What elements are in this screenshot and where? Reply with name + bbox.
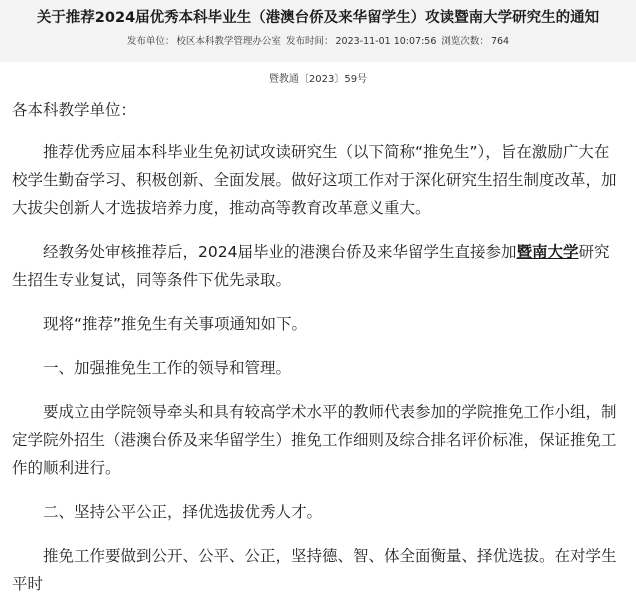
time-value: 2023-11-01 10:07:56 bbox=[335, 36, 437, 47]
paragraph-recommendation-text-before: 经教务处审核推荐后，2024届毕业的港澳台侨及来华留学生直接参加 bbox=[43, 243, 517, 261]
page-title: 关于推荐2024届优秀本科毕业生（港澳台侨及来华留学生）攻读暨南大学研究生的通知 bbox=[36, 10, 600, 26]
views-label: 浏览次数： bbox=[441, 36, 489, 47]
article-body bbox=[12, 96, 624, 614]
article-header bbox=[0, 0, 636, 62]
document-number: 暨教通〔2023〕59号 bbox=[268, 74, 368, 85]
paragraph-section-2: 推免工作要做到公开、公平、公正，坚持德、智、体全面衡量、择优选拔。在对学生平时 bbox=[12, 547, 617, 593]
paragraph-recommendation bbox=[12, 238, 624, 294]
jinan-university-link[interactable]: 暨南大学 bbox=[516, 243, 579, 261]
paragraph-notice-intro: 现将“推荐”推免生有关事项通知如下。 bbox=[43, 315, 308, 333]
article-meta bbox=[0, 33, 636, 47]
section-heading-2: 二、坚持公平公正，择优选拔优秀人才。 bbox=[43, 503, 323, 521]
salutation: 各本科教学单位： bbox=[12, 101, 137, 119]
publisher-value: 校区本科教学管理办公室 bbox=[176, 36, 281, 47]
publisher-label: 发布单位： bbox=[126, 36, 175, 47]
paragraph-section-1: 要成立由学院领导牵头和具有较高学术水平的教师代表参加的学院推免工作小组，制定学院外招生（港澳台侨及来华留学生）推免工作细则及综合排名评价标准，保证推免工作的顺利进行。 bbox=[12, 403, 617, 477]
section-heading-1: 一、加强推免生工作的领导和管理。 bbox=[43, 359, 292, 377]
views-value: 764 bbox=[490, 36, 510, 47]
paragraph-intro: 推荐优秀应届本科毕业生免初试攻读研究生（以下简称“推免生”），旨在激励广大在校学生勤奋学习、积极创新、全面发展。做好这项工作对于深化研究生招生制度改革，加大拔尖创新人才选拔培养力度，推动高等教育改革意义重大。 bbox=[12, 143, 617, 217]
time-label: 发布时间： bbox=[285, 36, 334, 47]
paragraph-recommendation-text-after: 研究生招生专业复试，同等条件下优先录取。 bbox=[12, 243, 610, 289]
